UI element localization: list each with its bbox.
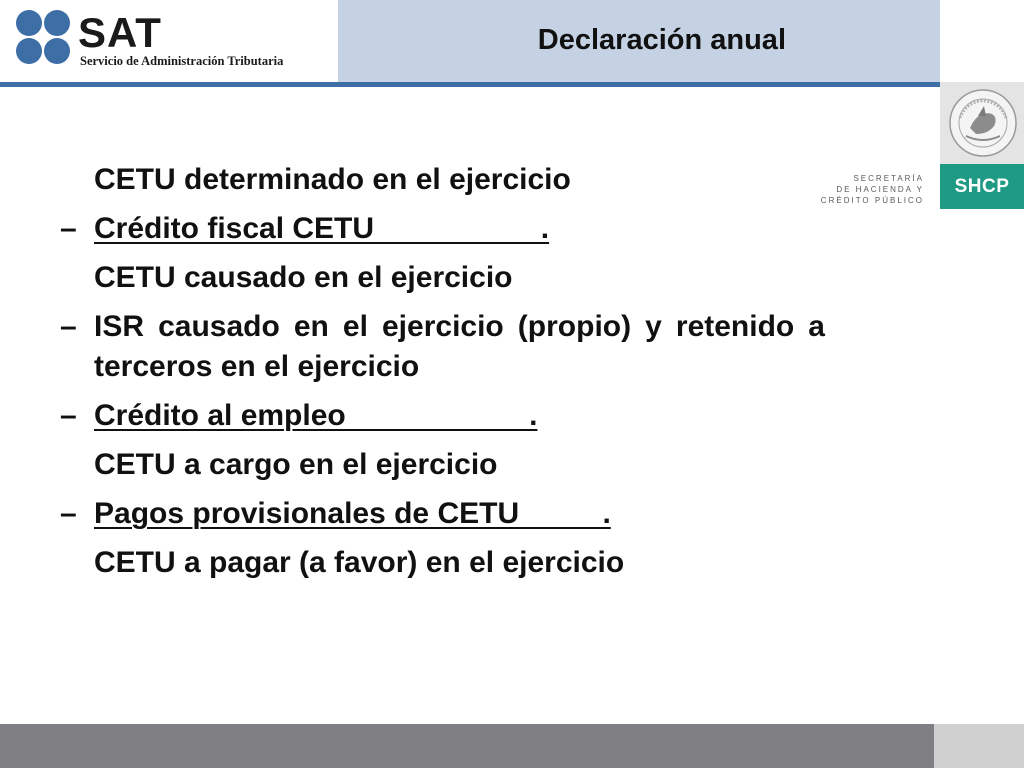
list-item: – ISR causado en el ejercicio (propio) y retenido a terceros en el ejercicio — [60, 307, 825, 387]
slide-body — [60, 160, 825, 583]
shcp-badge-label: SHCP — [954, 175, 1010, 197]
list-item: CETU determinado en el ejercicio — [94, 163, 571, 196]
list-item: CETU a cargo en el ejercicio — [94, 448, 498, 481]
dash-bullet: – — [60, 399, 77, 432]
page-title: Declaración anual — [537, 24, 786, 56]
national-seal-icon — [948, 88, 1018, 158]
sat-logo-dots-icon — [16, 10, 72, 66]
list-item: CETU causado en el ejercicio — [94, 261, 513, 294]
footer-corner — [934, 724, 1024, 768]
shcp-badge — [940, 164, 1024, 209]
list-item: – Crédito al empleo . — [60, 396, 825, 436]
list-item: – Pagos provisionales de CETU . — [60, 494, 825, 534]
dash-bullet: – — [60, 497, 77, 530]
secretaria-text: SECRETARÍA DE HACIENDA Y CRÉDITO PÚBLICO — [820, 174, 924, 205]
footer-bar — [0, 724, 934, 768]
list-item: CETU a pagar (a favor) en el ejercicio — [94, 546, 625, 579]
sat-logo — [0, 0, 338, 82]
title-band — [338, 0, 940, 82]
logo-text: SAT — [78, 9, 162, 56]
dash-bullet: – — [60, 310, 77, 343]
list-item: – Crédito fiscal CETU . — [60, 209, 825, 249]
dash-bullet: – — [60, 212, 77, 245]
logo-subtitle: Servicio de Administración Tributaria — [80, 54, 284, 68]
header-divider — [0, 82, 940, 87]
